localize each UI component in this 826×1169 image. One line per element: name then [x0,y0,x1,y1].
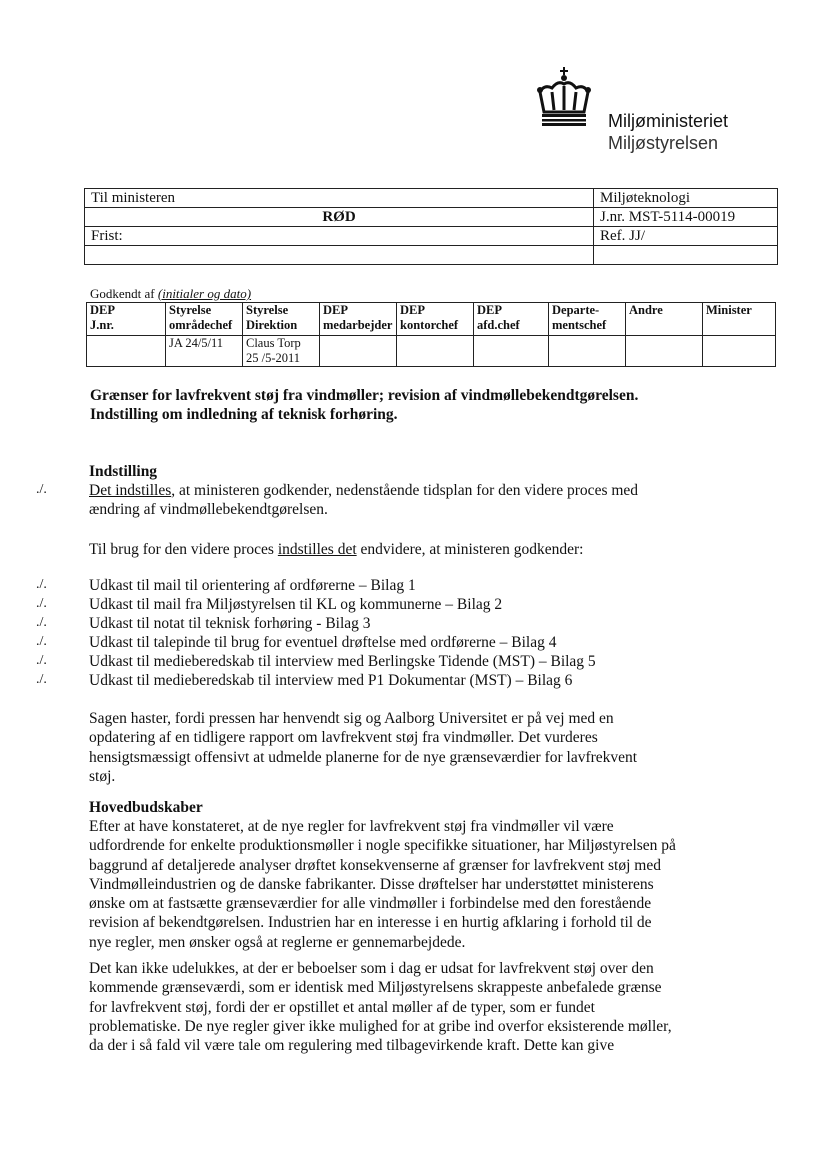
approval-table [86,302,776,367]
recommendation-underlined: Det indstilles [89,482,172,499]
section-heading-indstilling: Indstilling [89,463,158,480]
empty-cell [594,246,778,265]
approval-col-header: Andre [626,303,703,336]
approval-col-header: Styrelse Direktion [243,303,320,336]
list-mark: ./. [36,653,47,668]
section-heading-main-messages: Hovedbudskaber [89,799,203,816]
empty-cell [85,246,594,265]
attachment-list-item: Udkast til talepinde til brug for eventuel drøftelse med ordførerne – Bilag 4 [89,634,557,651]
department-cell: Miljøteknologi [594,189,778,208]
attachment-list-item: Udkast til mail til orientering af ordførerne – Bilag 1 [89,577,416,594]
urgency-paragraph: Sagen haster, fordi pressen har henvendt sig og Aalborg Universitet er på vej med en opdatering af en tidligere rapport om lavfrekvent støj fra vindmøller. Det vurderes hensigtsmæssigt offensivt at udmelde planerne for de nye grænseværdier for lavfrekvent støj. [89,710,638,785]
recipient-cell: Til ministeren [85,189,594,208]
list-mark: ./. [36,672,47,687]
approval-value [397,336,474,367]
attachment-list-item: Udkast til medieberedskab til interview med Berlingske Tidende (MST) – Bilag 5 [89,653,596,670]
list-mark: ./. [36,634,47,649]
journal-number-cell: J.nr. MST-5114-00019 [594,208,778,227]
approval-col-header: Styrelse områdechef [166,303,243,336]
approval-value [549,336,626,367]
deadline-cell: Frist: [85,227,594,246]
recommendation-text: , at ministeren godkender, nedenstående tidsplan for den videre proces med [171,482,639,499]
approval-col-header: Departe- mentschef [549,303,626,336]
title-line-1: Grænser for lavfrekvent støj fra vindmøller; revision af vindmøllebekendtgørelsen. [90,387,639,404]
approval-label-note: (initialer og dato) [157,286,252,301]
approval-label-text: Godkendt af [90,286,155,301]
approval-value [87,336,166,367]
ministry-title: Miljøministeriet [608,111,729,131]
reference-cell: Ref. JJ/ [594,227,778,246]
approval-value: Claus Torp 25 /5-2011 [243,336,320,367]
approval-value [320,336,397,367]
crown-logo-icon [530,66,600,130]
approval-col-header: DEP J.nr. [87,303,166,336]
attachment-list-item: Udkast til notat til teknisk forhøring - Bilag 3 [89,615,371,632]
approval-col-header: Minister [703,303,776,336]
approval-col-header: DEP medarbejder [320,303,397,336]
list-mark: ./. [36,615,47,630]
list-mark: ./. [36,577,47,592]
attachment-mark: ./. [36,482,47,497]
priority-color-cell: RØD [85,208,594,227]
list-mark: ./. [36,596,47,611]
approval-col-header: DEP afd.chef [474,303,549,336]
approval-value [626,336,703,367]
approval-value [703,336,776,367]
main-messages-paragraph-1: Efter at have konstateret, at de nye regler for lavfrekvent støj fra vindmøller vil være udfordrende for enkelte produktionsmøller i nogle specifikke situationer, har Miljøstyrelsen på baggrund af detaljerede analyser drøftet konsekvenserne af grænser for lavfrekvent støj med Vindmølleindustrien og de danske fabrikanter. Disse drøftelser har understøttet ministerens ønske om at fastsætte grænseværdier for alle vindmøller i forbindelse med den forestående revision af bekendtgørelsen. Industrien har en interesse i en hurtig afklaring i forhold til de nye regler, men ønsker også at reglerne er gennemarbejdede. [89,818,676,951]
approval-value: JA 24/5/11 [166,336,243,367]
attachment-list-item: Udkast til medieberedskab til interview med P1 Dokumentar (MST) – Bilag 6 [89,672,573,689]
approval-label [90,286,251,302]
attachment-list-item: Udkast til mail fra Miljøstyrelsen til KL og kommunerne – Bilag 2 [89,596,503,613]
document-title [90,386,730,424]
memo-info-table [84,188,778,265]
agency-title: Miljøstyrelsen [608,133,719,153]
ministry-name [608,110,728,154]
recommendation-text-line2: ændring af vindmøllebekendtgørelsen. [89,501,328,519]
main-messages-paragraph-2: Det kan ikke udelukkes, at der er beboelser som i dag er udsat for lavfrekvent støj over den kommende grænseværdi, som er identisk med Miljøstyrelsens skrappeste anbefalede grænse for lavfrekvent støj, fordi der er opstillet et antal møller af de typer, som er fundet problematiske. De nye regler giver ikke mulighed for at gribe ind overfor eksisterende møller, da der i så fald vil være tale om regulering med tilbagevirkende kraft. Dette kan give [89,960,672,1055]
approval-col-header: DEP kontorchef [397,303,474,336]
approval-value [474,336,549,367]
recommendation-paragraph-2: Til brug for den videre proces indstilles det endvidere, at ministeren godkender: [89,541,584,558]
recommendation-paragraph-1 [89,481,729,520]
title-line-2: Indstilling om indledning af teknisk forhøring. [90,406,398,423]
